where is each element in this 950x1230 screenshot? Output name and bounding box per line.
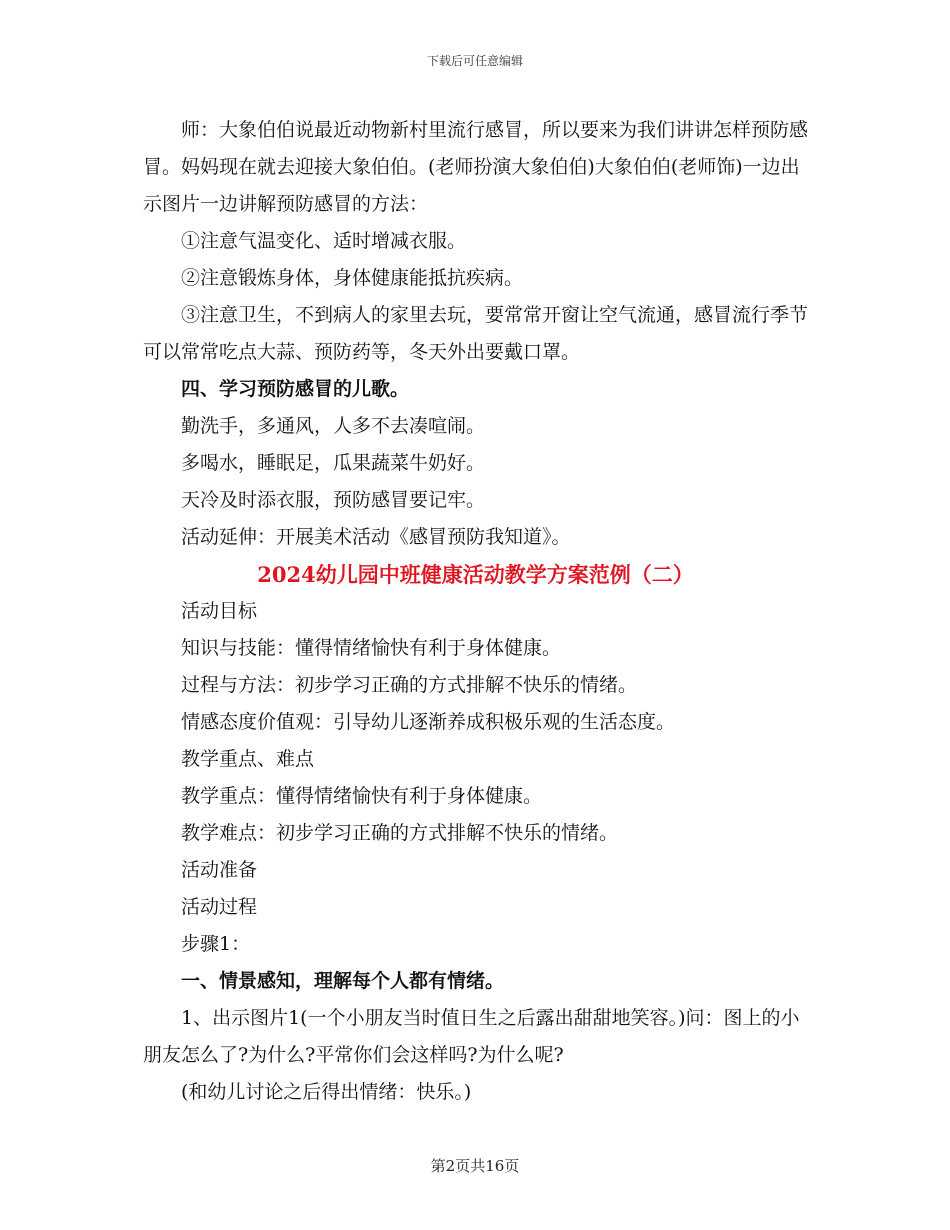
paragraph-discussion: (和幼儿讨论之后得出情绪：快乐。) — [181, 1081, 472, 1103]
document-body — [143, 112, 808, 1111]
goal-process: 过程与方法：初步学习正确的方式排解不快乐的情绪。 — [181, 674, 638, 696]
page-header: 下载后可任意编辑 — [426, 54, 523, 68]
paragraph-teacher-intro: 师：大象伯伯说最近动物新村里流行感冒，所以要来为我们讲讲怎样预防感冒。妈妈现在就去迎接大象伯伯。(老师扮演大象伯伯)大象伯伯(老师饰)一边出示图片一边讲解预防感冒的方法： — [143, 119, 809, 215]
list-item-temperature: ①注意气温变化、适时增减衣服。 — [181, 230, 467, 252]
difficult-point: 教学难点：初步学习正确的方式排解不快乐的情绪。 — [181, 822, 619, 844]
list-item-hygiene: ③注意卫生，不到病人的家里去玩，要常常开窗让空气流通，感冒流行季节可以常常吃点大蒜、预防药等，冬天外出要戴口罩。 — [143, 304, 809, 363]
heading-preparation: 活动准备 — [181, 859, 258, 881]
page-footer: 第2页共16页 — [430, 1157, 520, 1175]
rhyme-line-2: 多喝水，睡眠足，瓜果蔬菜牛奶好。 — [181, 452, 486, 474]
list-item-exercise: ②注意锻炼身体，身体健康能抵抗疾病。 — [181, 267, 524, 289]
paragraph-picture-question: 1、出示图片1(一个小朋友当时值日生之后露出甜甜地笑容。)问：图上的小朋友怎么了?为什么?平常你们会这样吗?为什么呢? — [143, 1007, 800, 1066]
key-point: 教学重点：懂得情绪愉快有利于身体健康。 — [181, 785, 543, 807]
heading-activity-goals: 活动目标 — [181, 600, 258, 622]
rhyme-line-3: 天冷及时添衣服，预防感冒要记牢。 — [181, 489, 486, 511]
heading-key-points: 教学重点、难点 — [181, 748, 315, 770]
heading-nursery-rhyme: 四、学习预防感冒的儿歌。 — [181, 378, 410, 400]
heading-process: 活动过程 — [181, 896, 258, 918]
rhyme-line-1: 勤洗手，多通风，人多不去凑喧闹。 — [181, 415, 486, 437]
heading-scenario: 一、情景感知，理解每个人都有情绪。 — [181, 970, 505, 992]
goal-attitude: 情感态度价值观：引导幼儿逐渐养成积极乐观的生活态度。 — [181, 711, 676, 733]
goal-knowledge: 知识与技能：懂得情绪愉快有利于身体健康。 — [181, 637, 562, 659]
step-label: 步骤1： — [181, 933, 251, 955]
section-title: 2024幼儿园中班健康活动教学方案范例（二） — [257, 562, 694, 587]
activity-extension: 活动延伸：开展美术活动《感冒预防我知道》。 — [181, 526, 571, 548]
